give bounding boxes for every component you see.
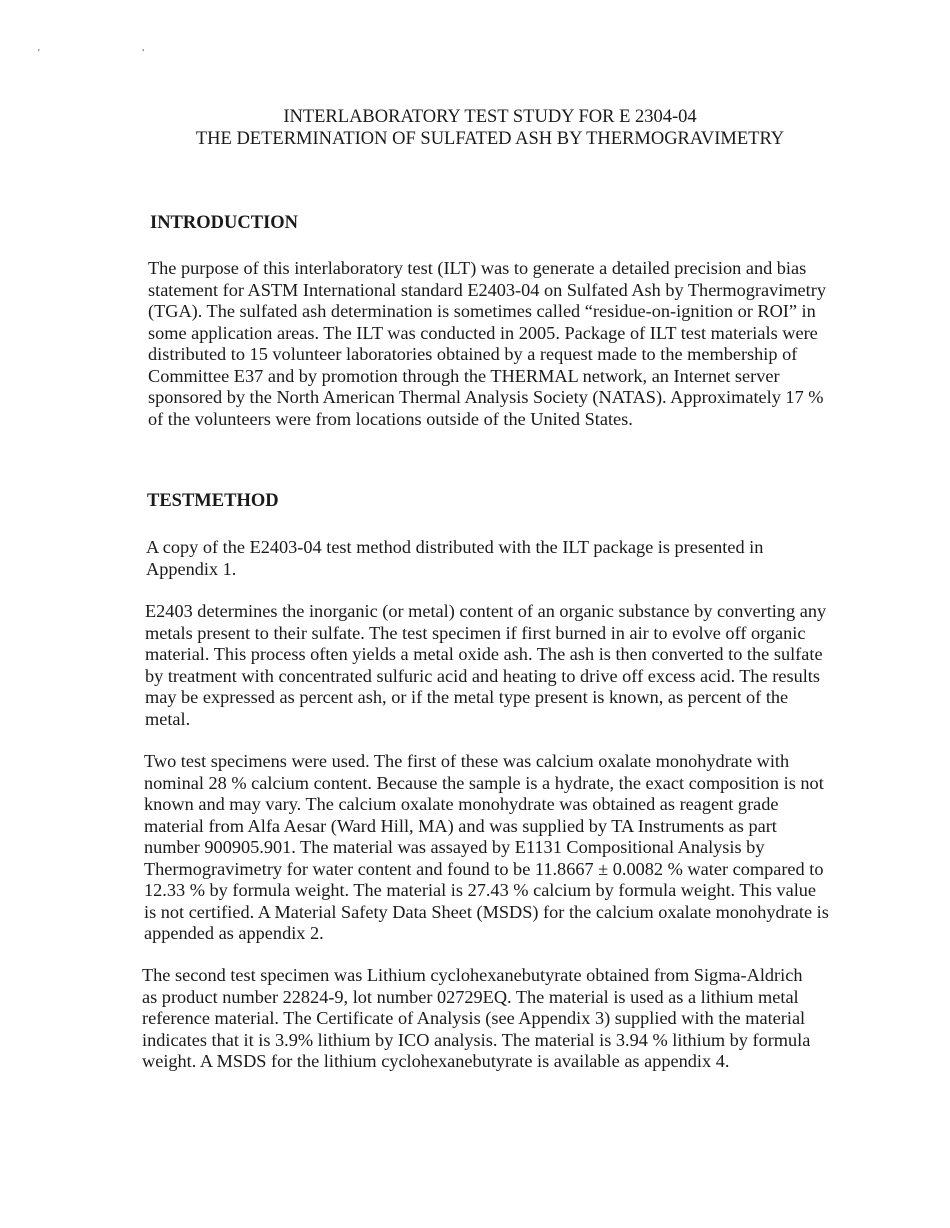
introduction-paragraph: The purpose of this interlaboratory test (ILT) was to generate a detailed precision and bias statement for ASTM International standard E2403-04 on Sulfated Ash by Thermogravimetry (TGA). The sulfated ash determination is sometimes called “residue-on-ignition or ROI” in some application areas. The ILT was conducted in 2005. Package of ILT test materials were distributed to 15 volunteer laboratories obtained by a request made to the membership of Committee E37 and by promotion through the THERMAL network, an Internet server sponsored by the North American Thermal Analysis Society (NATAS). Approximately 17 % of the volunteers were from locations outside of the United States. xyxy=(148,258,826,429)
introduction-section xyxy=(148,258,830,430)
title-line-1: INTERLABORATORY TEST STUDY FOR E 2304-04 xyxy=(283,107,697,127)
testmethod-paragraph-3-block xyxy=(144,751,830,945)
testmethod-paragraph-2: E2403 determines the inorganic (or metal) content of an organic substance by converting any metals present to their sulfate. The test specimen if first burned in air to evolve off organic material. This process often yields a metal oxide ash. The ash is then converted to the sulfate by treatment with concentrated sulfuric acid and heating to drive off excess acid. The results may be expressed as percent ash, or if the metal type present is known, as percent of the metal. xyxy=(145,601,827,729)
testmethod-paragraph-1: A copy of the E2403-04 test method distributed with the ILT package is presented in Appendix 1. xyxy=(146,537,764,579)
testmethod-heading: TESTMETHOD xyxy=(147,491,279,511)
introduction-heading-block xyxy=(150,212,840,234)
document-title xyxy=(0,106,950,150)
testmethod-heading-block xyxy=(147,490,837,512)
title-line-2: THE DETERMINATION OF SULFATED ASH BY THERMOGRAVIMETRY xyxy=(195,129,785,149)
testmethod-paragraph-2-block xyxy=(145,601,827,730)
testmethod-paragraph-3: Two test specimens were used. The first of these was calcium oxalate monohydrate with nominal 28 % calcium content. Because the sample is a hydrate, the exact composition is not known and may vary. The calcium oxalate monohydrate was obtained as reagent grade material from Alfa Aesar (Ward Hill, MA) and was supplied by TA Instruments as part number 900905.901. The material was assayed by E1131 Compositional Analysis by Thermogravimetry for water content and found to be 11.8667 ± 0.0082 % water compared to 12.33 % by formula weight. The material is 27.43 % calcium by formula weight. This value is not certified. A Material Safety Data Sheet (MSDS) for the calcium oxalate monohydrate is appended as appendix 2. xyxy=(144,751,829,943)
testmethod-paragraph-4-block xyxy=(142,965,814,1073)
introduction-heading: INTRODUCTION xyxy=(150,213,299,233)
testmethod-paragraph-1-block xyxy=(146,537,826,580)
scan-marks: ' ' xyxy=(38,48,195,59)
testmethod-paragraph-4: The second test specimen was Lithium cyclohexanebutyrate obtained from Sigma-Aldrich as product number 22824-9, lot number 02729EQ. The material is used as a lithium metal reference material. The Certificate of Analysis (see Appendix 3) supplied with the material indicates that it is 3.9% lithium by ICO analysis. The material is 3.94 % lithium by formula weight. A MSDS for the lithium cyclohexanebutyrate is available as appendix 4. xyxy=(142,965,811,1071)
